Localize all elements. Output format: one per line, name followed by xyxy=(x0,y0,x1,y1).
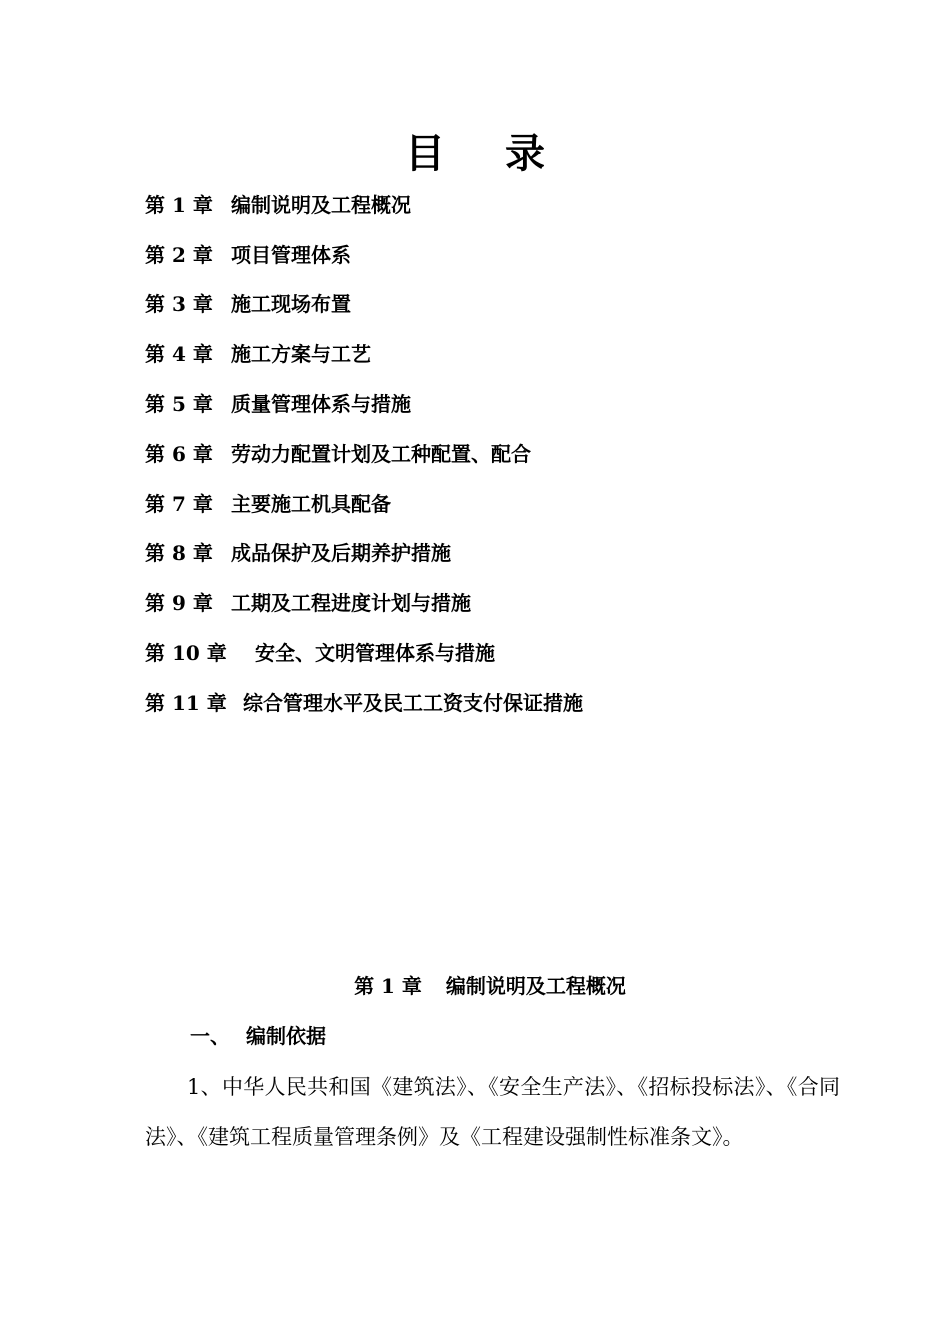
section-number: 一、 xyxy=(190,1024,230,1048)
toc-item-title: 劳动力配置计划及工种配置、配合 xyxy=(231,441,531,466)
toc-item-number: 第 3 章 xyxy=(145,292,213,317)
toc-title-char-1: 目 xyxy=(405,130,445,177)
toc-item-title: 主要施工机具配备 xyxy=(231,491,391,516)
toc-item-title: 编制说明及工程概况 xyxy=(231,192,411,217)
toc-item[interactable] xyxy=(145,628,845,678)
toc-item-title: 安全、文明管理体系与措施 xyxy=(255,641,495,666)
toc-item-title: 施工方案与工艺 xyxy=(231,342,371,367)
toc-item-number: 第 5 章 xyxy=(145,392,213,417)
toc-item[interactable] xyxy=(145,180,845,230)
toc-item-title: 质量管理体系与措施 xyxy=(231,392,411,417)
body-paragraph: 1、中华人民共和国《建筑法》、《安全生产法》、《招标投标法》、《合同法》、《建筑工程质量管理条例》及《工程建设强制性标准条文》。 xyxy=(145,1075,840,1149)
toc-item-title: 工期及工程进度计划与措施 xyxy=(231,591,471,616)
toc-item[interactable] xyxy=(145,379,845,429)
toc-item-title: 施工现场布置 xyxy=(231,292,351,317)
chapter-heading xyxy=(0,968,950,1004)
chapter-number: 第 1 章 xyxy=(354,974,422,998)
toc-item-number: 第 9 章 xyxy=(145,591,213,616)
section-heading xyxy=(190,1018,326,1054)
toc-item[interactable] xyxy=(145,529,845,579)
toc-item[interactable] xyxy=(145,578,845,628)
toc-item-number: 第 7 章 xyxy=(145,491,213,516)
toc-title xyxy=(0,126,950,182)
toc-item-number: 第 4 章 xyxy=(145,342,213,367)
toc-item[interactable] xyxy=(145,329,845,379)
toc-item-number: 第 6 章 xyxy=(145,441,213,466)
toc-item[interactable] xyxy=(145,230,845,280)
toc-item-title: 项目管理体系 xyxy=(231,242,351,267)
section-title: 编制依据 xyxy=(246,1024,326,1048)
toc-item-number: 第 1 章 xyxy=(145,192,213,217)
toc-item-number: 第 8 章 xyxy=(145,541,213,566)
toc-title-char-2: 录 xyxy=(505,130,545,177)
toc-list xyxy=(145,180,845,728)
toc-item[interactable] xyxy=(145,429,845,479)
toc-item[interactable] xyxy=(145,678,845,728)
toc-item-number: 第 2 章 xyxy=(145,242,213,267)
toc-item[interactable] xyxy=(145,280,845,330)
toc-item-title: 综合管理水平及民工工资支付保证措施 xyxy=(243,690,583,715)
toc-item[interactable] xyxy=(145,479,845,529)
toc-item-title: 成品保护及后期养护措施 xyxy=(231,541,451,566)
toc-item-number: 第 10 章 xyxy=(145,641,227,666)
chapter-title: 编制说明及工程概况 xyxy=(445,974,626,998)
toc-item-number: 第 11 章 xyxy=(145,690,227,715)
